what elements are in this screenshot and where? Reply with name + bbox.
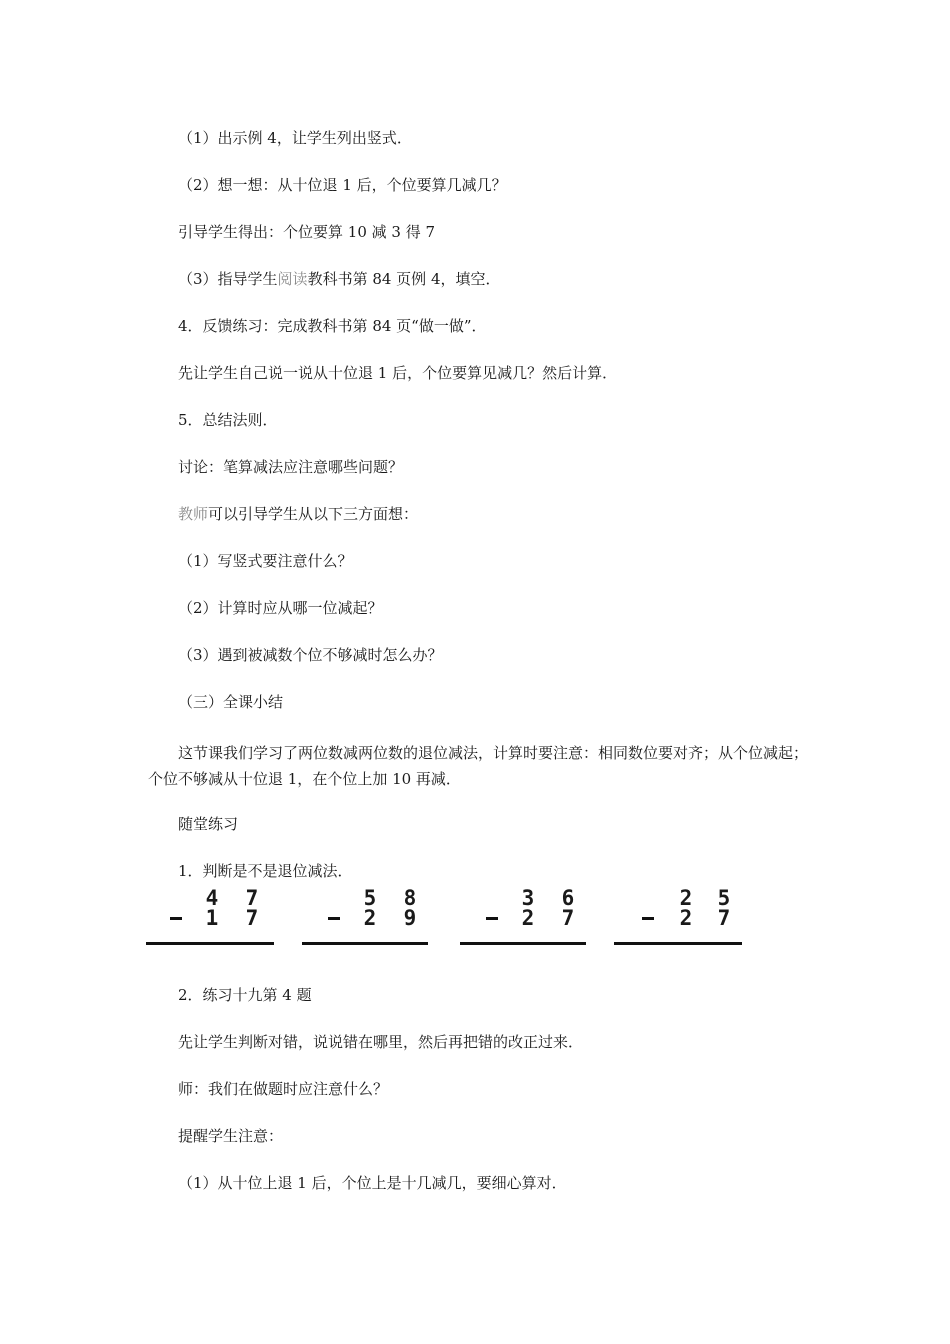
minuend-tens-digit: 4: [205, 886, 219, 910]
teacher-guide-text: [178, 503, 418, 525]
subtrahend-ones-digit: 7: [245, 906, 259, 930]
minus-sign: [642, 917, 654, 920]
minus-sign: [328, 917, 340, 920]
minuend-ones-digit: 7: [245, 886, 259, 910]
lesson-summary-heading: （三）全课小结: [178, 693, 284, 711]
minuend-ones-digit: 6: [561, 886, 575, 910]
step-3-suffix: 教科书第 84 页例 4，填空．: [307, 270, 501, 288]
subtrahend-ones-digit: 7: [561, 906, 575, 930]
class-practice-heading: 随堂练习: [178, 815, 239, 833]
self-explain-text: 先让学生自己说一说从十位退 1 后，个位要算见减几？然后计算．: [178, 364, 618, 382]
subtraction-problem-1: [146, 884, 274, 948]
guide-result-text: 引导学生得出：个位要算 10 减 3 得 7: [178, 223, 436, 241]
minus-sign: [486, 917, 498, 920]
exercise-2-heading: 2．练习十九第 4 题: [178, 986, 312, 1004]
answer-line: [614, 942, 742, 945]
lesson-summary-paragraph: 这节课我们学习了两位数减两位数的退位减法，计算时要注意：相同数位要对齐；从个位减起；个位不够减从十位退 1，在个位上加 10 再减．: [148, 744, 809, 788]
subtraction-problem-4: [614, 884, 742, 948]
answer-line: [460, 942, 586, 945]
question-1-text: （1）写竖式要注意什么？: [178, 552, 353, 570]
teacher-question-text: 师：我们在做题时应注意什么？: [178, 1080, 389, 1098]
subtrahend-ones-digit: 9: [403, 906, 417, 930]
exercise-1-heading: 1．判断是不是退位减法．: [178, 862, 353, 880]
minuend-tens-digit: 5: [363, 886, 377, 910]
teacher-link[interactable]: 教师: [178, 505, 209, 523]
step-2-text: （2）想一想：从十位退 1 后，个位要算几减几？: [178, 176, 507, 194]
teacher-guide-suffix: 可以引导学生从以下三方面想：: [208, 505, 419, 523]
question-2-text: （2）计算时应从哪一位减起？: [178, 599, 383, 617]
subtrahend-tens-digit: 2: [521, 906, 535, 930]
discussion-text: 讨论：笔算减法应注意哪些问题？: [178, 458, 404, 476]
feedback-practice-heading: 4．反馈练习：完成教科书第 84 页“做一做”．: [178, 317, 487, 335]
reading-link[interactable]: 阅读: [277, 270, 308, 288]
minuend-ones-digit: 5: [717, 886, 731, 910]
subtrahend-ones-digit: 7: [717, 906, 731, 930]
minuend-ones-digit: 8: [403, 886, 417, 910]
minuend-tens-digit: 2: [679, 886, 693, 910]
reminder-1-text: （1）从十位上退 1 后，个位上是十几减几，要细心算对．: [178, 1174, 567, 1192]
judge-errors-text: 先让学生判断对错，说说错在哪里，然后再把错的改正过来．: [178, 1033, 584, 1051]
step-3-prefix: （3）指导学生: [178, 270, 278, 288]
minuend-tens-digit: 3: [521, 886, 535, 910]
answer-line: [302, 942, 428, 945]
answer-line: [146, 942, 274, 945]
subtrahend-tens-digit: 1: [205, 906, 219, 930]
question-3-text: （3）遇到被减数个位不够减时怎么办？: [178, 646, 443, 664]
remind-students-text: 提醒学生注意：: [178, 1127, 284, 1145]
subtraction-problem-3: [460, 884, 588, 948]
summarize-rules-heading: 5．总结法则．: [178, 411, 278, 429]
minus-sign: [170, 917, 182, 920]
subtraction-problem-2: [302, 884, 430, 948]
subtrahend-tens-digit: 2: [363, 906, 377, 930]
step-3-text: [178, 268, 501, 290]
subtrahend-tens-digit: 2: [679, 906, 693, 930]
step-1-text: （1）出示例 4，让学生列出竖式．: [178, 129, 412, 147]
